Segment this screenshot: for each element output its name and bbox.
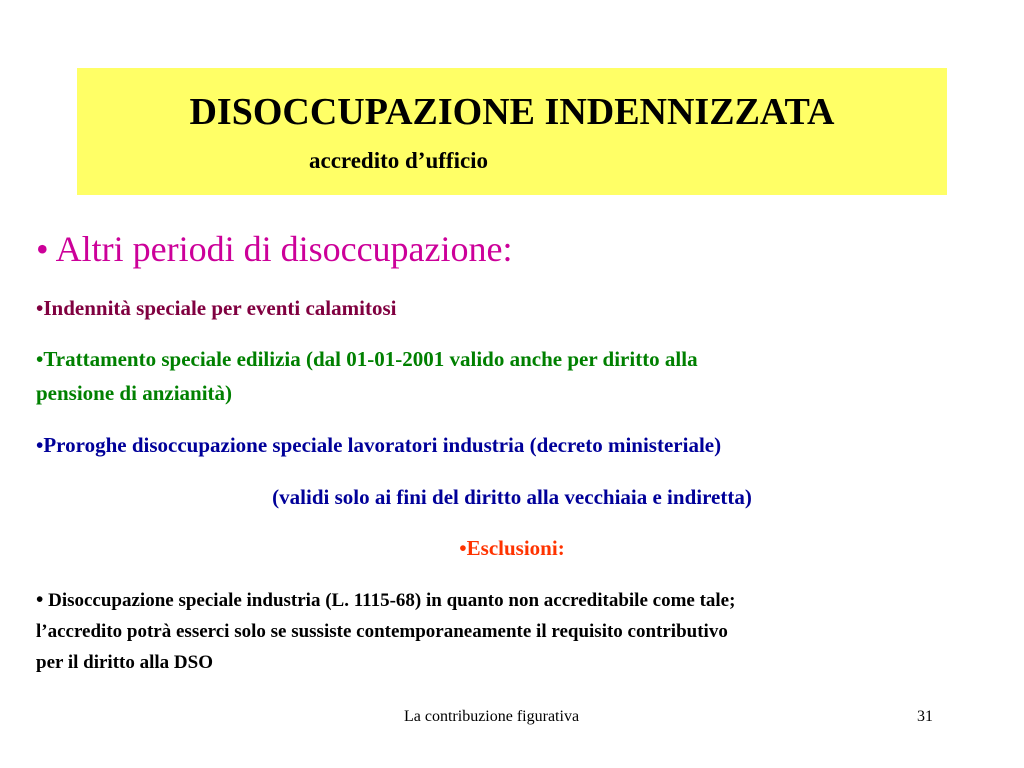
footer-text: La contribuzione figurativa	[404, 708, 580, 725]
bullet: •	[36, 587, 44, 611]
heading: Altri periodi di disoccupazione:	[55, 229, 513, 269]
item-text: Indennità speciale per eventi calamitosi	[43, 296, 397, 320]
bullet: •	[459, 536, 467, 560]
item-edilizia-line2: pensione di anzianità)	[36, 381, 233, 405]
item-calamitosi	[36, 296, 396, 321]
proroghe-note: (validi solo ai fini del diritto alla vecchiaia e indiretta)	[272, 485, 752, 509]
exclusions-label	[0, 536, 1024, 561]
title-box	[77, 68, 947, 195]
exclusions-text: Esclusioni:	[466, 536, 565, 560]
bullet: •	[36, 229, 49, 269]
bullet: •	[36, 347, 44, 371]
item-text: Trattamento speciale edilizia (dal 01-01-2001 valido anche per diritto alla	[43, 347, 698, 371]
page-number: 31	[917, 708, 933, 725]
exclusion-text: Disoccupazione speciale industria (L. 1115-68) in quanto non accreditabile come tale;	[48, 590, 736, 611]
slide-subtitle: accredito d’ufficio	[309, 148, 489, 173]
item-proroghe	[36, 433, 721, 458]
slide-title: DISOCCUPAZIONE INDENNIZZATA	[189, 91, 835, 133]
item-edilizia-line1	[36, 347, 698, 372]
exclusion-line2: l’accredito potrà esserci solo se sussiste contemporaneamente il requisito contributivo	[36, 621, 728, 642]
bullet: •	[36, 296, 44, 320]
heading-line	[36, 228, 513, 270]
exclusion-line3: per il diritto alla DSO	[36, 652, 213, 673]
bullet: •	[36, 433, 44, 457]
item-text: Proroghe disoccupazione speciale lavoratori industria (decreto ministeriale)	[43, 433, 722, 457]
exclusion-line1	[36, 587, 735, 612]
